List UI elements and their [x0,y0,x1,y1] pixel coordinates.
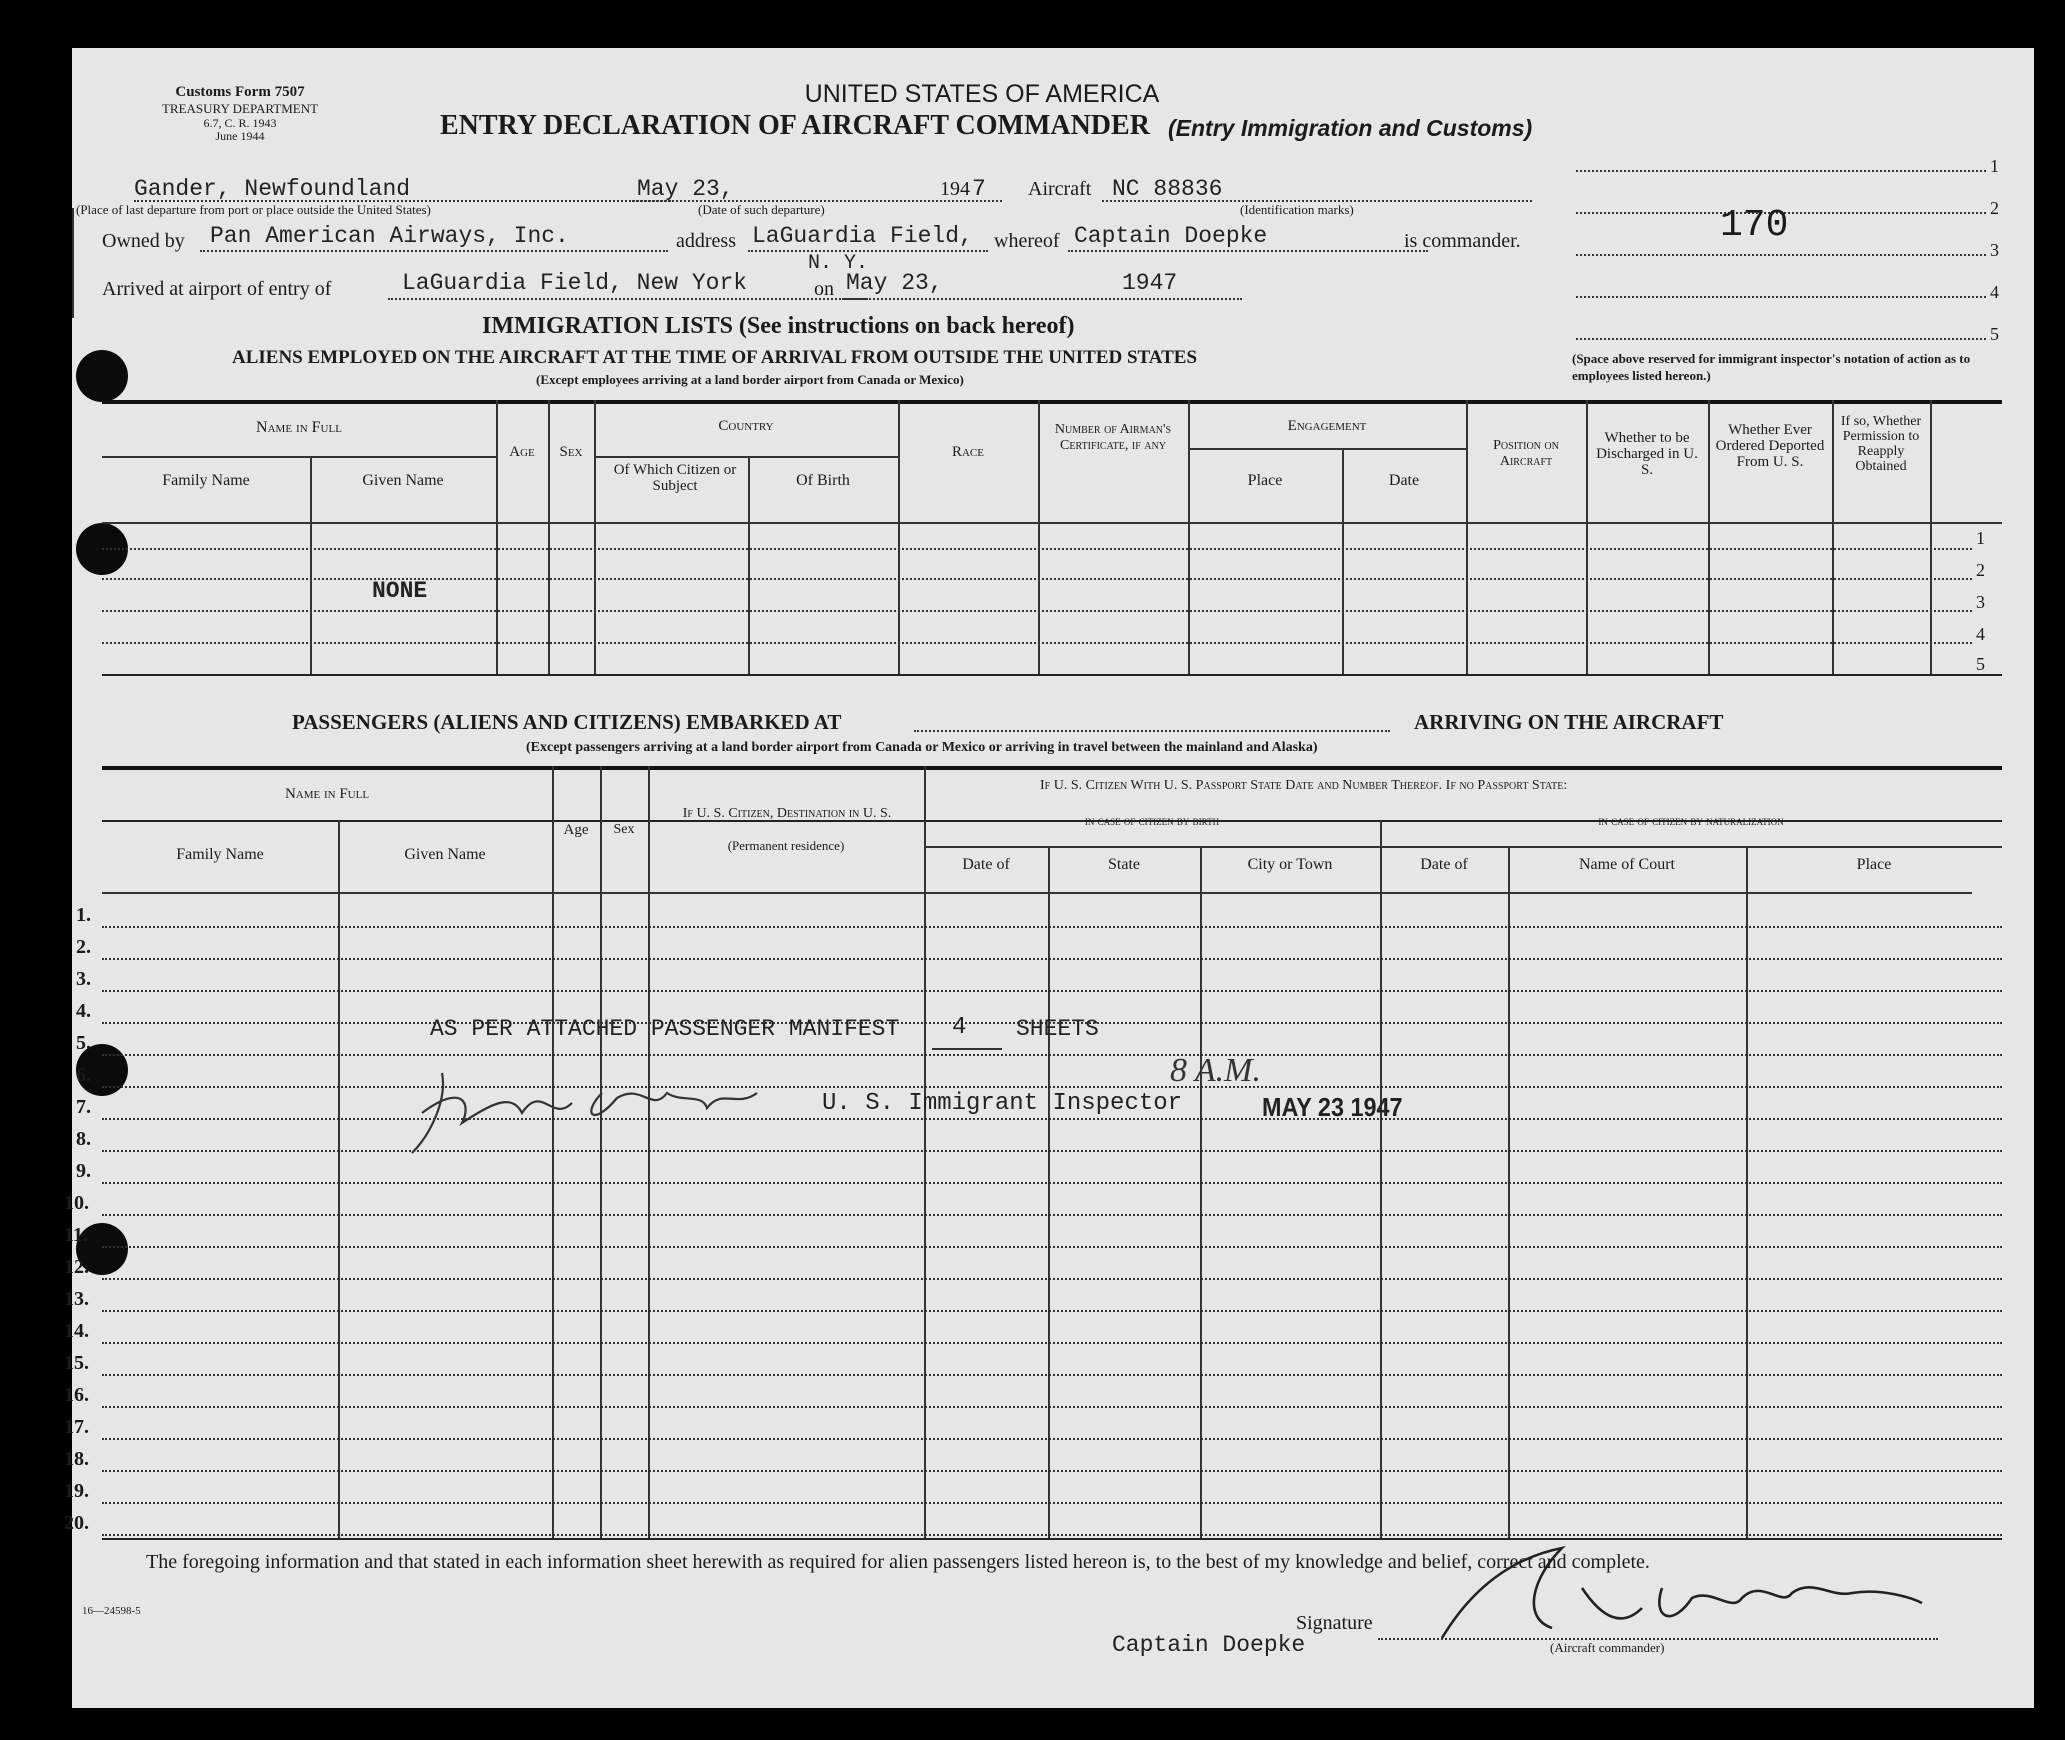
passengers-heading: PASSENGERS (ALIENS AND CITIZENS) EMBARKED AT [292,710,842,734]
passengers-heading-right: ARRIVING ON THE AIRCRAFT [1414,710,1724,734]
passenger-row-number: 2. [76,936,91,958]
country-title: UNITED STATES OF AMERICA [804,80,1160,108]
page-title: ENTRY DECLARATION OF AIRCRAFT COMMANDER [440,110,1150,141]
manifest-unit: SHEETS [1016,1016,1099,1042]
p-col-destination-note: (Permanent residence) [727,838,845,853]
owner-name: Pan American Airways, Inc. [210,223,569,249]
printer-code: 16—24598-5 [82,1605,141,1617]
p-col-city: City or Town [1247,856,1333,873]
col-race: Race [951,444,984,460]
p-col-family-name: Family Name [176,846,264,863]
passenger-row-number: 19. [64,1480,89,1502]
passenger-row-line [102,1086,2002,1088]
passenger-row-number: 1. [76,904,91,926]
p-col-given-name: Given Name [404,846,486,863]
col-deported: Whether Ever Ordered Deported From U. S. [1715,422,1825,470]
signer-typed: Captain Doepke [1112,1632,1306,1658]
departure-place: Gander, Newfoundland [134,176,411,202]
p-col-passport-header: If U. S. Citizen With U. S. Passport State Date and Number Thereof. If no Passport State: [1040,778,1568,793]
time-note: 8 A.M. [1170,1052,1261,1089]
col-name-in-full: Name in Full [256,419,342,436]
p-col-age: Age [563,822,589,838]
passenger-row-line [102,1278,2002,1280]
col-discharged: Whether to be Discharged in U. S. [1596,430,1698,478]
form-number: Customs Form 7507 [175,84,305,100]
passenger-row-number: 5. [76,1032,91,1054]
owner-address: LaGuardia Field, [752,223,973,249]
passenger-row-line [102,1406,2002,1408]
inspector-line-5: 5 [1990,324,1999,344]
col-engagement: Engagement [1287,418,1367,434]
passenger-row-number: 11. [64,1224,88,1246]
p-col-date-of: Date of [962,856,1010,873]
inspector-line-1: 1 [1990,156,1999,176]
passenger-row-line [102,1342,2002,1344]
passenger-row-number: 14. [64,1320,89,1342]
col-family-name: Family Name [162,472,250,489]
col-permission: If so, Whether Permission to Reapply Obtained [1840,414,1922,474]
passenger-row-line [102,1502,2002,1504]
passenger-row-line [102,926,2002,928]
passenger-row-line [102,958,2002,960]
passenger-row-number: 4. [76,1000,91,1022]
imm-row-num: 1 [1976,528,1985,548]
p-col-by-birth: in case of citizen by birth [1084,813,1220,828]
passengers-note: (Except passengers arriving at a land border airport from Canada or Mexico or arriving in travel between the mainland and Alaska) [526,740,1318,755]
form-regulation: 6.7, C. R. 1943 [203,116,277,130]
declaration-text: The foregoing information and that stated in each information sheet herewith as required for alien passengers listed hereon is, to the best of my knowledge and belief, correct and complete. [146,1551,1650,1573]
passenger-row-line [102,1438,2002,1440]
immigration-note: (Except employees arriving at a land border airport from Canada or Mexico) [536,372,964,387]
passenger-row-number: 3. [76,968,91,990]
col-age: Age [509,444,535,460]
passenger-row-number: 18. [64,1448,89,1470]
aircraft-caption: (Identification marks) [1240,202,1354,217]
passenger-row-number: 10. [64,1192,89,1214]
imm-row-num: 2 [1976,560,1985,580]
whereof-label: whereof [994,230,1060,252]
passenger-row-line [102,1150,2002,1152]
passenger-row-number: 12. [64,1256,89,1278]
passenger-row-number: 8. [76,1128,91,1150]
form-department: TREASURY DEPARTMENT [161,101,319,116]
passenger-row-number: 13. [64,1288,89,1310]
passenger-row-line [102,1374,2002,1376]
imm-row-num: 4 [1976,624,1985,644]
passenger-row-line [102,1310,2002,1312]
inspector-number: 170 [1720,204,1789,247]
arrival-year: 1947 [1122,270,1178,296]
arrival-date: May 23, [846,270,943,296]
passenger-row-number: 9. [76,1160,91,1182]
passenger-row-number: 7. [76,1096,91,1118]
passenger-row-line [102,1054,2002,1056]
col-eng-place: Place [1247,472,1283,489]
col-eng-date: Date [1388,472,1420,489]
passenger-row-line [102,1470,2002,1472]
manifest-count: 4 [952,1014,967,1041]
col-position: Position on Aircraft [1493,438,1559,469]
col-sex: Sex [559,444,583,460]
on-label: on [814,278,834,300]
col-airman-cert: Number of Airman's Certificate, if any [1054,422,1172,453]
form-date: June 1944 [215,129,265,143]
passenger-row-line [102,1118,2002,1120]
p-col-name-in-full: Name in Full [284,786,370,802]
signature-caption: (Aircraft commander) [1550,1640,1665,1655]
year-suffix: 7 [972,176,986,202]
place-caption: (Place of last departure from port or place outside the United States) [76,202,431,217]
inspector-line-4: 4 [1990,282,1999,302]
signature-label: Signature [1296,1612,1373,1634]
address-label: address [676,230,736,252]
passenger-row-line [102,1182,2002,1184]
p-col-date-of-2: Date of [1420,856,1468,873]
departure-date: May 23, [637,176,734,202]
immigration-entry: NONE [372,578,428,604]
inspector-title: U. S. Immigrant Inspector [822,1090,1183,1117]
inspector-line-2: 2 [1990,198,1999,218]
is-commander-label: is commander. [1404,230,1521,252]
passenger-row-number: 17. [64,1416,89,1438]
passenger-row-line [102,990,2002,992]
arrival-state: N. Y. [808,252,869,275]
passenger-row-line [102,1214,2002,1216]
owned-by-label: Owned by [102,230,185,252]
p-col-place: Place [1856,856,1892,873]
aircraft-id: NC 88836 [1112,176,1223,202]
passenger-row-number: 16. [64,1384,89,1406]
page-subtitle: (Entry Immigration and Customs) [1168,115,1533,141]
arrival-label: Arrived at airport of entry of [102,278,332,300]
aircraft-label: Aircraft [1028,178,1092,200]
col-birth: Of Birth [796,472,850,489]
passenger-row-line [102,1246,2002,1248]
imm-row-num: 5 [1976,654,1985,674]
immigration-subheading: ALIENS EMPLOYED ON THE AIRCRAFT AT THE TIME OF ARRIVAL FROM OUTSIDE THE UNITED STATES [232,347,1198,368]
p-col-destination: If U. S. Citizen, Destination in U. S. [682,806,892,821]
manifest-text: AS PER ATTACHED PASSENGER MANIFEST [430,1016,900,1042]
commander-name: Captain Doepke [1074,223,1268,249]
date-caption: (Date of such departure) [698,202,825,217]
date-stamp: MAY 23 1947 [1262,1092,1403,1122]
form-paper [64,48,2034,1708]
p-col-court: Name of Court [1579,856,1675,873]
p-col-by-naturalization: in case of citizen by naturalization [1598,813,1784,828]
inspector-line-3: 3 [1990,240,1999,260]
passenger-row-number: 20. [64,1512,89,1534]
imm-row-num: 3 [1976,592,1985,612]
commander-signature [1412,1518,1932,1668]
inspector-note: (Space above reserved for immigrant inspector's notation of action as to employees listed hereon.) [1572,351,1971,383]
col-country: Country [718,418,774,434]
punch-hole [76,350,128,402]
passenger-row-number: 6. [76,1064,91,1086]
arrival-airport: LaGuardia Field, New York [402,270,748,296]
year-prefix: 194 [940,178,970,200]
immigration-heading: IMMIGRATION LISTS (See instructions on back hereof) [482,313,1075,339]
col-citizen-of: Of Which Citizen or Subject [613,462,737,494]
p-col-sex: Sex [613,822,635,837]
p-col-state: State [1108,856,1140,873]
passenger-row-number: 15. [64,1352,89,1374]
col-given-name: Given Name [362,472,444,489]
